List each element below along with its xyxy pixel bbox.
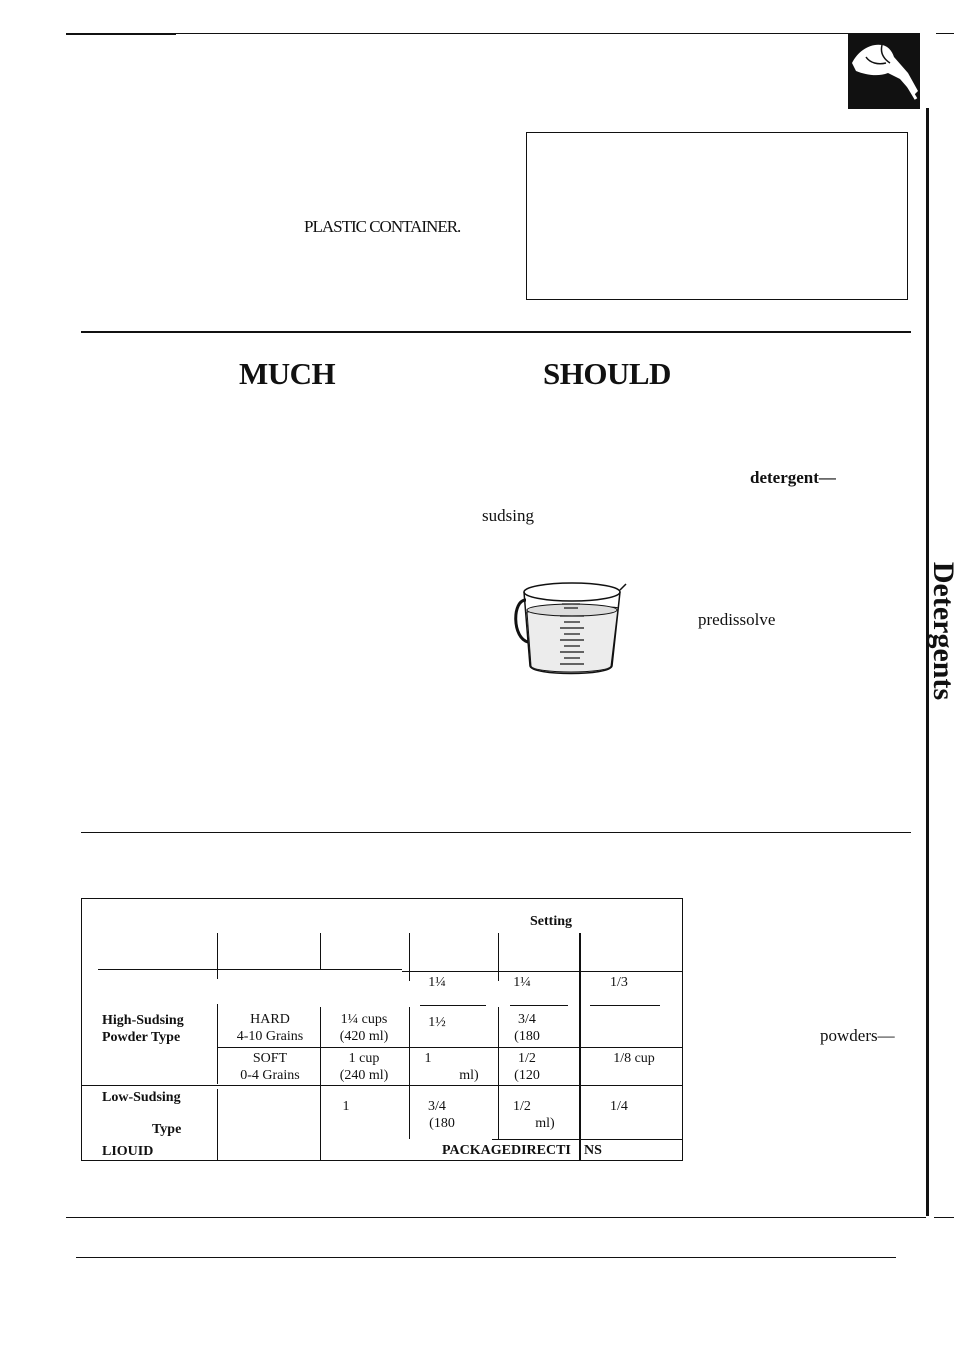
- low-sudsing-label-2: Type: [152, 1122, 182, 1137]
- soft-amount-2: (240 ml): [339, 1068, 389, 1083]
- grid-line: [409, 933, 410, 981]
- liquid-directions: PACKAGEDIRECTI: [442, 1143, 571, 1158]
- hand-pointing-icon: [848, 33, 920, 109]
- section-rule-1: [81, 331, 911, 333]
- top-right-tick: [936, 33, 954, 34]
- grid-line: [320, 1007, 321, 1161]
- grid-line: [420, 1005, 486, 1006]
- detergent-text: detergent—: [750, 468, 836, 487]
- high-sudsing-label-1: High-Sudsing: [102, 1013, 184, 1028]
- top-rule: [66, 33, 916, 34]
- hard-c4-2: (180: [514, 1029, 540, 1044]
- grid-line: [402, 971, 682, 972]
- hard-water-2: 4-10 Grains: [236, 1029, 304, 1044]
- high-sudsing-label-2: Powder Type: [102, 1030, 181, 1045]
- measuring-cup-icon: [510, 578, 630, 682]
- cell-c4-r1: 1¼: [513, 975, 531, 990]
- hard-c4-1: 3/4: [518, 1012, 536, 1027]
- grid-line: [320, 933, 321, 969]
- grid-line: [492, 1139, 682, 1140]
- low-c4-2: ml): [535, 1116, 555, 1131]
- hard-c3: 1½: [428, 1015, 446, 1030]
- hard-amount-1: 1¼ cups: [340, 1012, 388, 1027]
- hard-amount-2: (420 ml): [339, 1029, 389, 1044]
- soft-c5: 1/8 cup: [613, 1051, 655, 1066]
- low-c2: 1: [342, 1099, 350, 1114]
- low-c5: 1/4: [610, 1099, 628, 1114]
- grid-line: [98, 969, 402, 970]
- sidebar-tab-detergents: [928, 556, 958, 706]
- soft-water-2: 0-4 Grains: [240, 1068, 300, 1083]
- grid-line: [510, 1005, 568, 1006]
- grid-line: [217, 1089, 218, 1161]
- predissolve-text: predissolve: [698, 610, 776, 629]
- soft-c4-2: (120: [514, 1068, 540, 1083]
- soft-c4-1: 1/2: [518, 1051, 536, 1066]
- bottom-rule-2: [76, 1257, 896, 1258]
- bottom-right-tick: [934, 1217, 954, 1218]
- grid-line: [82, 1085, 682, 1086]
- top-rule-accent: [66, 33, 176, 35]
- hard-water-1: HARD: [250, 1012, 290, 1027]
- soft-c3-2: ml): [459, 1068, 479, 1083]
- plastic-container-text: PLASTIC CONTAINER.: [304, 217, 461, 236]
- cell-c3-r1: 1¼: [428, 975, 446, 990]
- note-box: [526, 132, 908, 300]
- grid-line: [217, 1047, 682, 1048]
- section-rule-2: [81, 832, 911, 833]
- cell-c5-r1: 1/3: [610, 975, 628, 990]
- grid-line: [217, 1004, 218, 1084]
- liquid-label: LIOUID: [102, 1144, 154, 1159]
- soft-c3-1: 1: [424, 1051, 432, 1066]
- sidebar-tab-label: Detergents: [927, 561, 960, 701]
- low-c3-1: 3/4: [428, 1099, 446, 1114]
- grid-line: [409, 1007, 410, 1139]
- grid-line: [498, 933, 499, 981]
- heading-word-much: MUCH: [239, 356, 336, 391]
- grid-line: [498, 1007, 499, 1139]
- liquid-directions-tail: NS: [584, 1143, 602, 1158]
- soft-water-1: SOFT: [252, 1051, 288, 1066]
- detergent-amount-table: [81, 898, 683, 1161]
- low-c3-2: (180: [429, 1116, 455, 1131]
- heading-word-should: SHOULD: [543, 356, 671, 391]
- sudsing-text: sudsing: [482, 506, 534, 525]
- bottom-rule-1: [66, 1217, 926, 1218]
- grid-line: [590, 1005, 660, 1006]
- grid-line: [217, 933, 218, 979]
- header-setting: Setting: [530, 914, 572, 929]
- soft-amount-1: 1 cup: [348, 1051, 380, 1066]
- powders-text: powders—: [820, 1026, 895, 1045]
- low-c4-1: 1/2: [513, 1099, 531, 1114]
- low-sudsing-label-1: Low-Sudsing: [102, 1090, 181, 1105]
